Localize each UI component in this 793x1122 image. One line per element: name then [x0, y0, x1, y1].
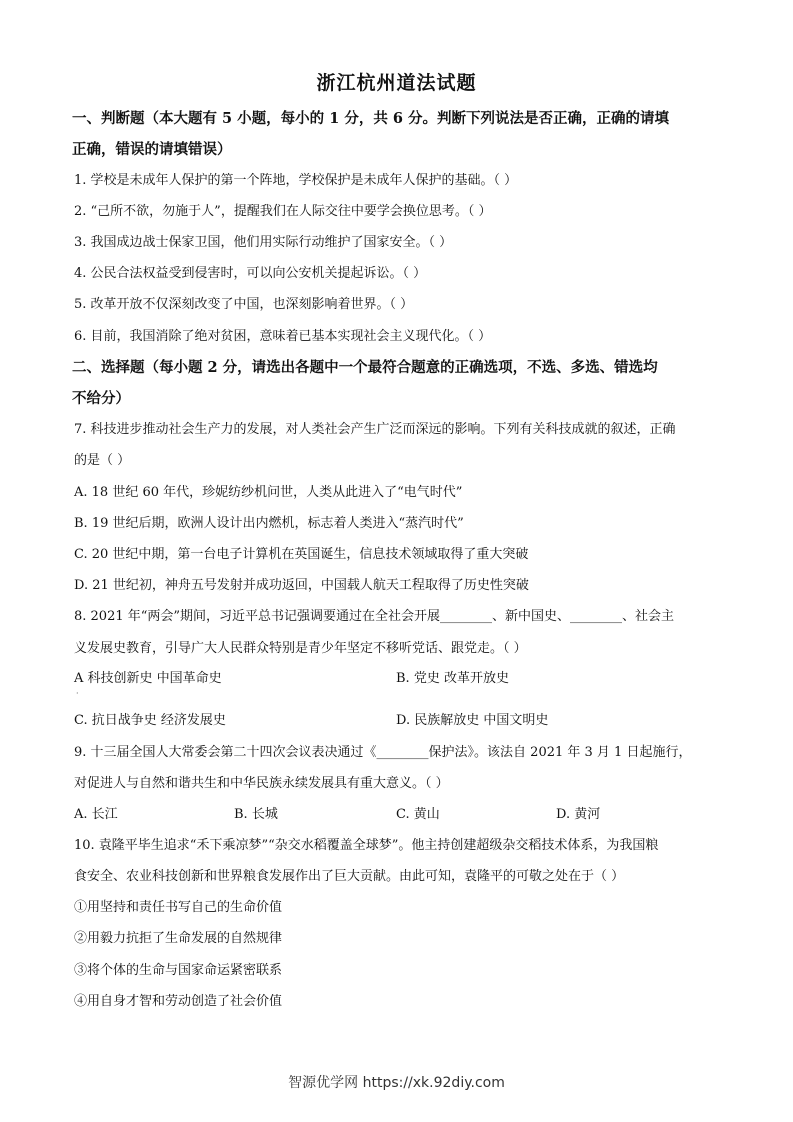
q8-stem-line1: 8. 2021 年“两会”期间，习近平总书记强调要通过在全社会开展________、新中国史、________、社会主: [74, 609, 675, 624]
section1-heading-line1: 一、判断题（本大题有 5 小题，每小的 1 分，共 6 分。判断下列说法是否正确，正确的请填: [72, 110, 670, 127]
q10-choice-1: ①用坚持和责任书写自己的生命价值: [74, 900, 283, 915]
q10-stem-line1: 10. 袁隆平毕生追求“禾下乘凉梦”“杂交水稻覆盖全球梦”。他主持创建超级杂交稻技术体系，为我国粮: [74, 838, 659, 853]
judgement-item-5: 5. 改革开放不仅深刻改变了中国，也深刻影响着世界。（ ）: [74, 297, 414, 312]
judgement-item-3: 3. 我国成边战士保家卫国，他们用实际行动维护了国家安全。（ ）: [74, 235, 453, 250]
q7-option-b: B. 19 世纪后期，欧洲人设计出内燃机，标志着人类进入“蒸汽时代”: [74, 516, 464, 531]
q7-option-c: C. 20 世纪中期，第一台电子计算机在英国诞生，信息技术领域取得了重大突破: [74, 547, 529, 562]
q7-option-d: D. 21 世纪初，神舟五号发射并成功返回，中国载人航天工程取得了历史性突破: [74, 578, 529, 593]
judgement-item-4: 4. 公民合法权益受到侵害时，可以向公安机关提起诉讼。（ ）: [74, 266, 427, 281]
q8-stem-line2: 义发展史教育，引导广大人民群众特别是青少年坚定不移听党话、跟党走。（ ）: [74, 641, 527, 656]
q9-option-d: D. 黄河: [556, 807, 601, 822]
q10-choice-4: ④用自身才智和劳动创造了社会价值: [74, 994, 283, 1009]
q8-option-c: C. 抗日战争史 经济发展史: [74, 713, 226, 728]
page-footer-watermark: 智源优学网 https://xk.92diy.com: [288, 1075, 505, 1091]
q10-stem-line2: 食安全、农业科技创新和世界粮食发展作出了巨大贡献。由此可知，袁隆平的可敬之处在于（ ）: [74, 869, 625, 884]
judgement-item-1: 1. 学校是未成年人保护的第一个阵地，学校保护是未成年人保护的基础。（ ）: [74, 173, 518, 188]
q8-option-d: D. 民族解放史 中国文明史: [396, 713, 549, 728]
section2-heading-line2: 不给分）: [72, 390, 130, 407]
q9-stem-line1: 9. 十三届全国人大常委会第二十四次会议表决通过《________保护法》。该法自 2021 年 3 月 1 日起施行，: [74, 745, 692, 760]
judgement-item-6: 6. 目前，我国消除了绝对贫困，意味着已基本实现社会主义现代化。（ ）: [74, 329, 492, 344]
q9-option-c: C. 黄山: [396, 807, 440, 822]
q9-option-b: B. 长城: [234, 807, 278, 822]
q9-stem-line2: 对促进人与自然和谐共生和中华民族永续发展具有重大意义。（ ）: [74, 776, 449, 791]
q7-option-a: A. 18 世纪 60 年代，珍妮纺纱机问世，人类从此进入了“电气时代”: [74, 485, 463, 500]
q9-option-a: A. 长江: [74, 807, 118, 822]
stray-dot: ·: [76, 689, 79, 698]
q10-choice-3: ③将个体的生命与国家命运紧密联系: [74, 963, 283, 978]
q7-stem-line1: 7. 科技进步推动社会生产力的发展，对人类社会产生广泛而深远的影响。下列有关科技成就的叙述，正确: [74, 422, 676, 437]
section2-heading-line1: 二、选择题（每小题 2 分，请选出各题中一个最符合题意的正确选项，不选、多选、错选均: [72, 359, 658, 376]
q8-option-b: B. 党史 改革开放史: [396, 671, 509, 686]
q8-option-a: A 科技创新史 中国革命史: [74, 671, 222, 686]
section1-heading-line2: 正确，错误的请填错误）: [72, 141, 232, 158]
page-title: 浙江杭州道法试题: [316, 72, 477, 94]
judgement-item-2: 2. “己所不欲，勿施于人”，提醒我们在人际交往中要学会换位思考。（ ）: [74, 204, 492, 219]
q7-stem-line2: 的是（ ）: [74, 453, 131, 468]
q10-choice-2: ②用毅力抗拒了生命发展的自然规律: [74, 931, 283, 946]
